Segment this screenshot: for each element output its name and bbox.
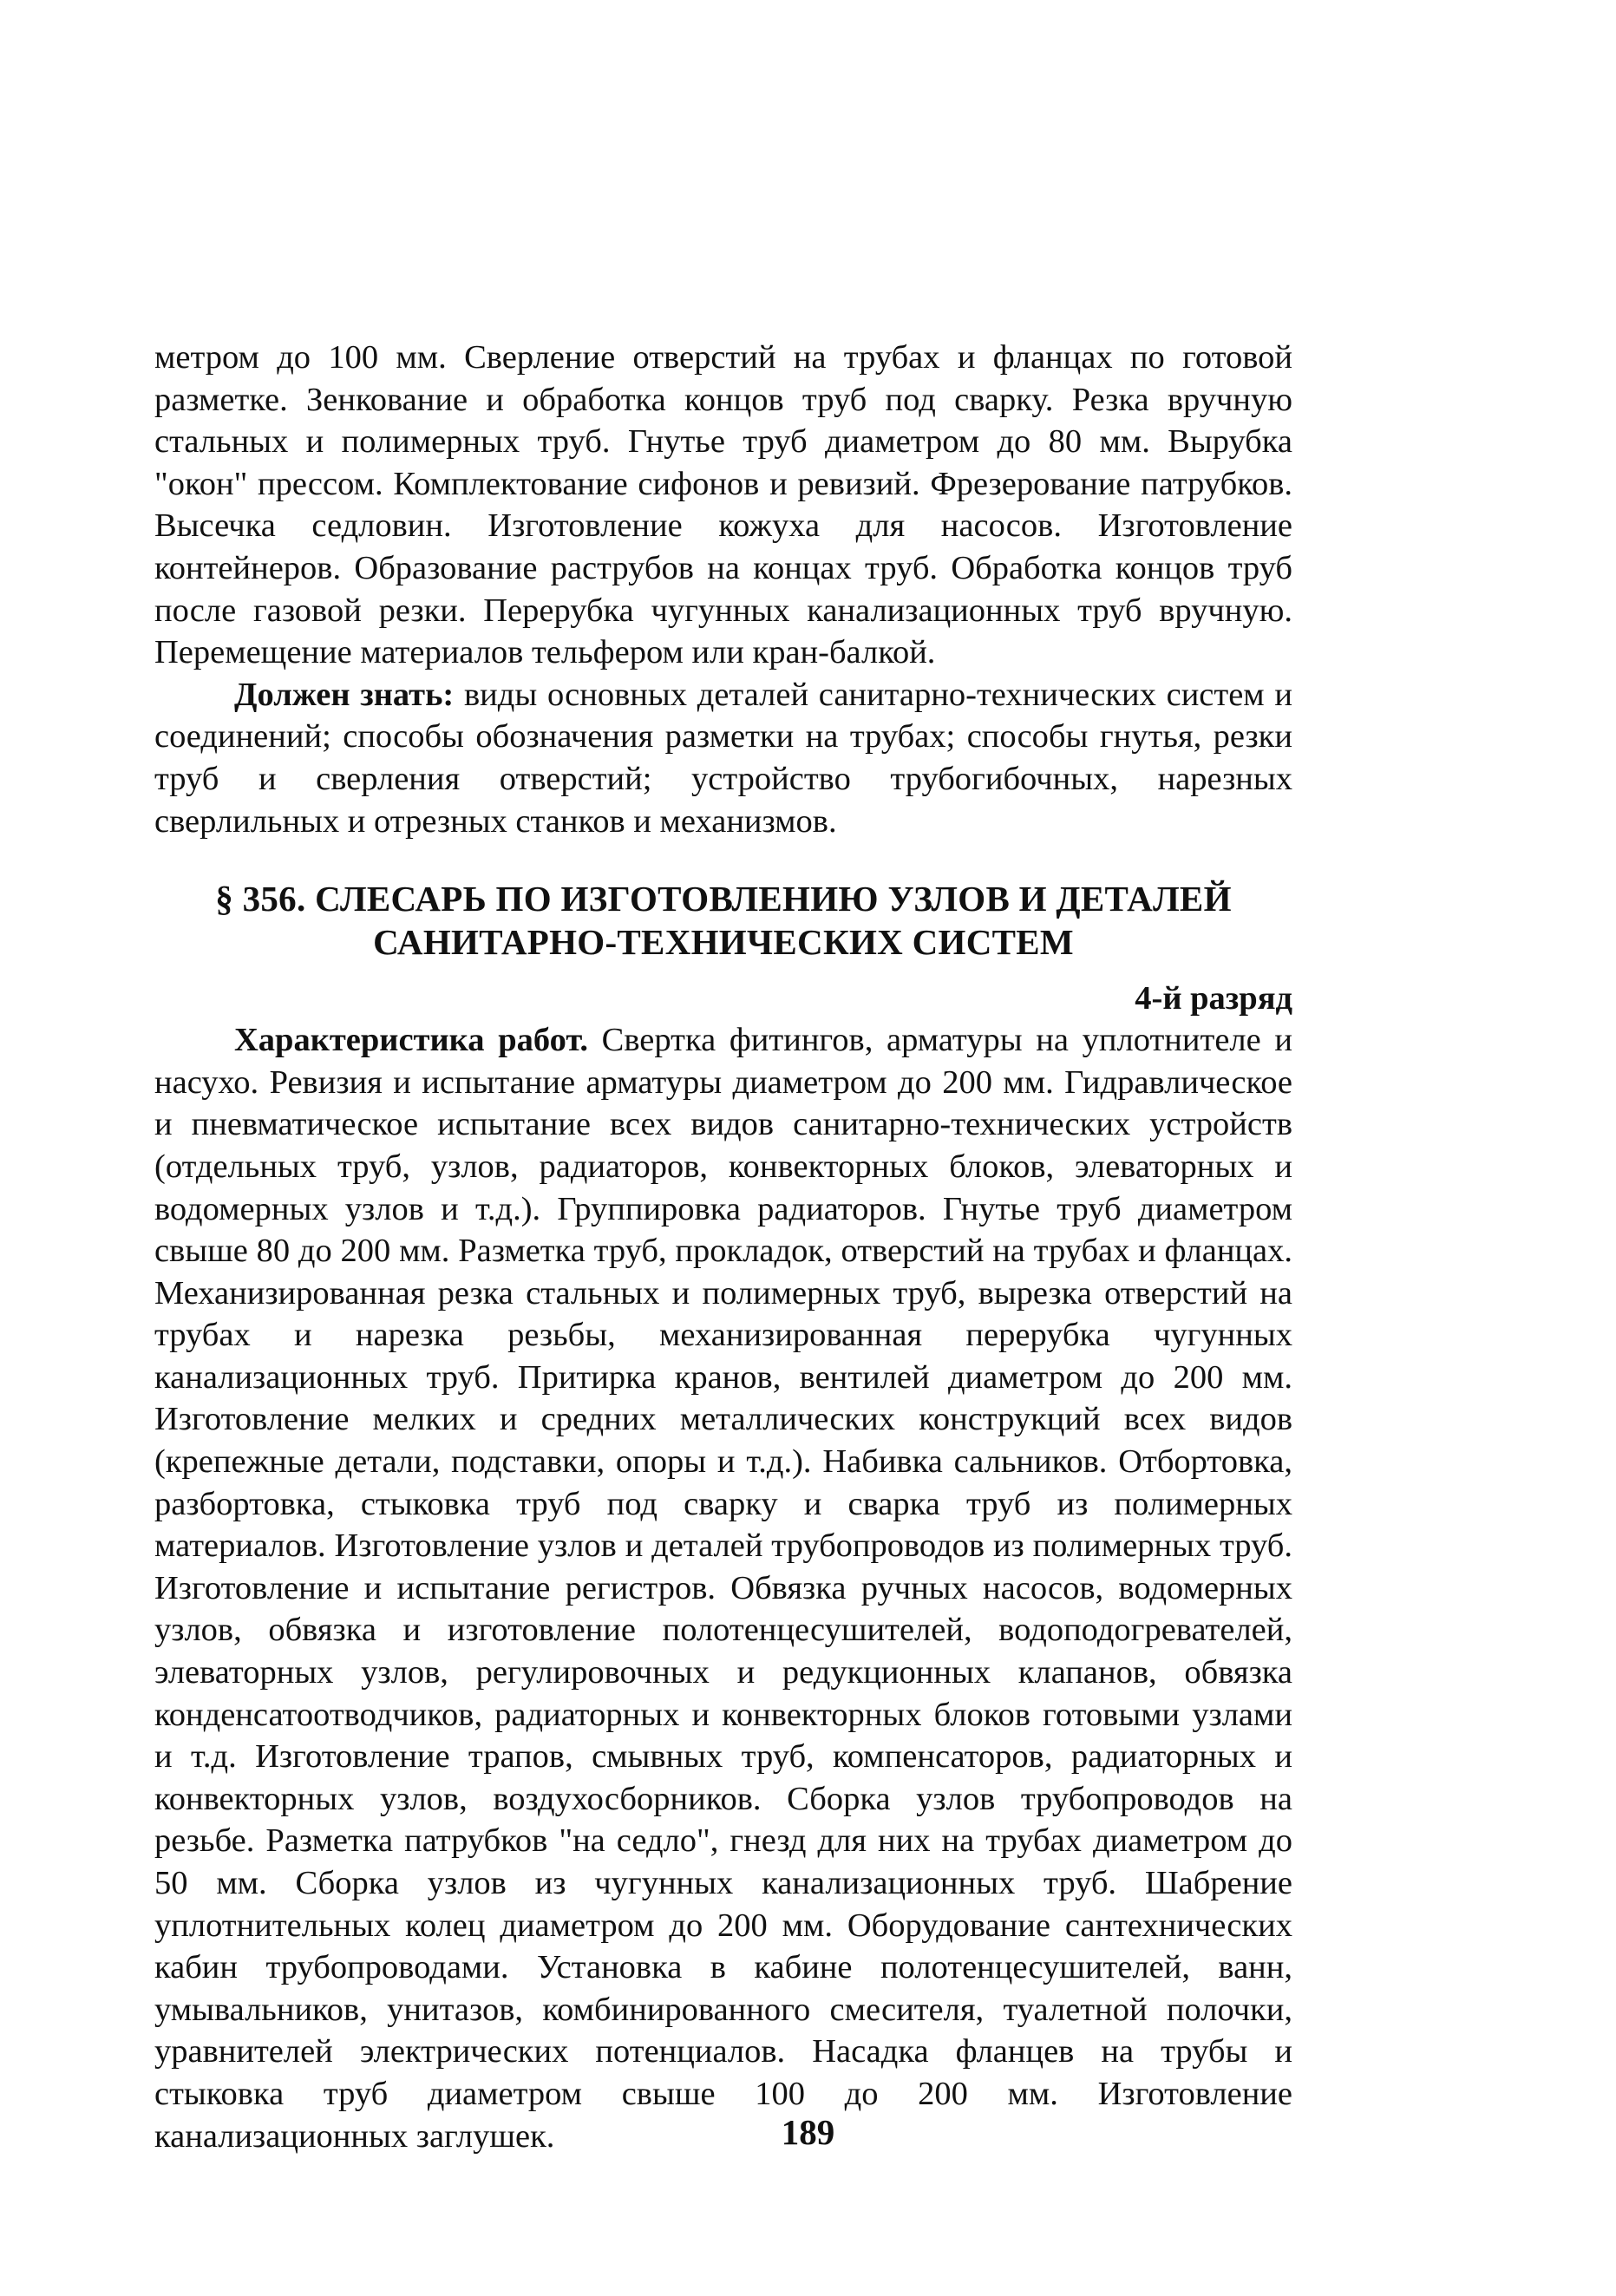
intro-paragraph: метром до 100 мм. Сверление отверстий на трубах и фланцах по готовой разметке. Зенкование и обработка концов труб под сварку. Резка вручную стальных и полимерных труб. Гнутье труб диаметром до 80 мм. Вырубка "окон" прессом. Комплектование сифонов и ревизий. Фрезерование патрубков. Высечка седловин. Изготовление кожуха для насосов. Изготовление контейнеров. Образование раструбов на концах труб. Обработка концов труб после газовой резки. Перерубка чугунных канализационных труб вручную. Перемещение материалов тельфером или кран-балкой. [154,339,1292,671]
grade-label: 4-й разряд [1135,980,1292,1017]
must-know-text: виды основных деталей санитарно-технических систем и соединений; способы обозначения разметки на трубах; способы гнутья, резки труб и сверления отверстий; устройство трубогибочных, нарезных сверлильных и отрезных станков и механизмов. [154,676,1292,840]
page-content [154,337,1292,2157]
section-title-line1: § 356. СЛЕСАРЬ ПО ИЗГОТОВЛЕНИЮ УЗЛОВ И ДЕТАЛЕЙ [215,879,1232,919]
work-characteristics-paragraph [154,1019,1292,2157]
work-characteristics-lead: Характеристика работ. [234,1022,588,1059]
must-know-paragraph [154,674,1292,842]
work-characteristics-text: Свертка фитингов, арматуры на уплотнителе и насухо. Ревизия и испытание арматуры диаметром до 200 мм. Гидравлическое и пневматическое испытание всех видов санитарно-технических устройств (отдельных труб, узлов, радиаторов, конвекторных блоков, элеваторных и водомерных узлов и т.д.). Группировка радиаторов. Гнутье труб диаметром свыше 80 до 200 мм. Разметка труб, прокладок, отверстий на трубах и фланцах. Механизированная резка стальных и полимерных труб, вырезка отверстий на трубах и нарезка резьбы, механизированная перерубка чугунных канализационных труб. Притирка кранов, вентилей диаметром до 200 мм. Изготовление мелких и средних металлических конструкций всех видов (крепежные детали, подставки, опоры и т.д.). Набивка сальников. Отбортовка, разбортовка, стыковка труб под сварку и сварка труб из полимерных материалов. Изготовление узлов и деталей трубопроводов из полимерных труб. Изготовление и испытание регистров. Обвязка ручных насосов, водомерных узлов, обвязка и изготовление полотенцесушителей, водоподогревателей, элеваторных узлов, регулировочных и редукционных клапанов, обвязка конденсатоотводчиков, радиаторных и конвекторных блоков готовыми узлами и т.д. Изготовление трапов, смывных труб, компенсаторов, радиаторных и конвекторных узлов, воздухосборников. Сборка узлов трубопроводов на резьбе. Разметка патрубков "на седло", гнезд для них на трубах диаметром до 50 мм. Сборка узлов из чугунных канализационных труб. Шабрение уплотнительных колец диаметром до 200 мм. Оборудование сантехнических кабин трубопроводами. Установка в кабине полотенцесушителей, ванн, умывальников, унитазов, комбинированного смесителя, туалетной полочки, уравнителей электрических потенциалов. Насадка фланцев на трубы и стыковка труб диаметром свыше 100 до 200 мм. Изготовление канализационных заглушек. [154,1022,1292,2155]
must-know-lead: Должен знать: [234,676,455,713]
section-title-line2: САНИТАРНО-ТЕХНИЧЕСКИХ СИСТЕМ [373,922,1074,963]
page-number: 189 [781,2112,835,2152]
section-heading [154,877,1292,964]
